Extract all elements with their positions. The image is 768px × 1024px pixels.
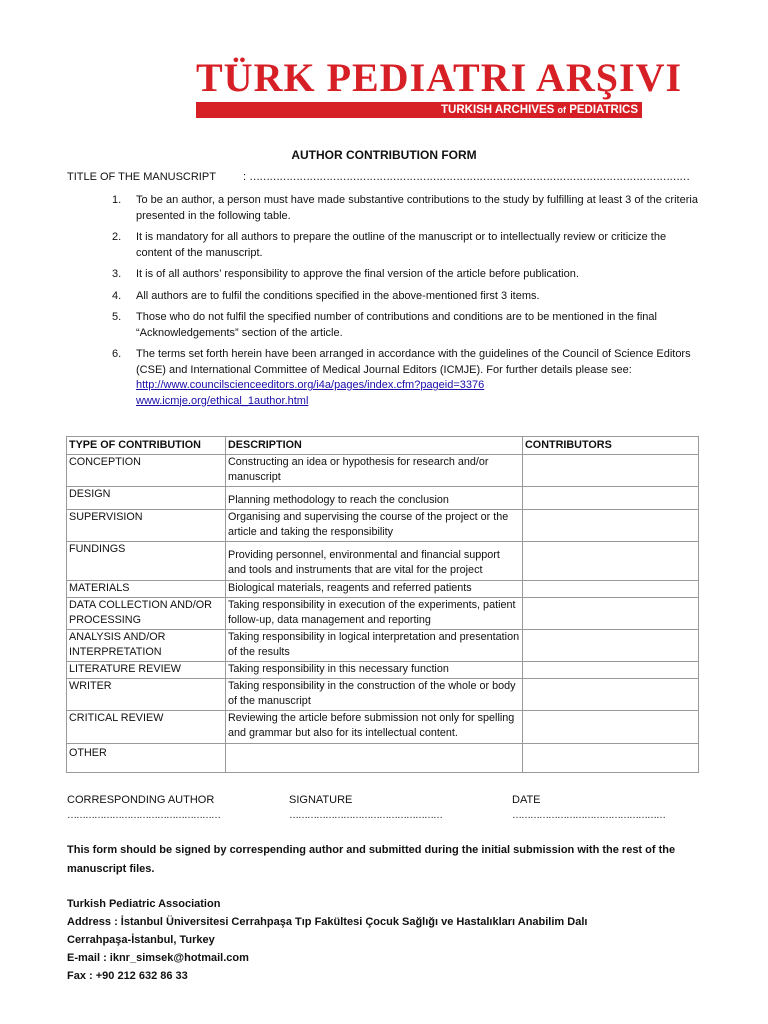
contribution-description: Taking responsibility in logical interpretation and presentation of the results	[226, 629, 523, 661]
date-field	[512, 794, 665, 821]
rule-item: 4. All authors are to fulfil the conditions specified in the above-mentioned first 3 items.	[112, 289, 540, 302]
signature-field	[289, 794, 442, 821]
contact-fax: Fax : +90 212 632 86 33	[67, 970, 188, 982]
contributors-cell[interactable]	[523, 743, 699, 772]
contribution-type: SUPERVISION	[67, 509, 226, 541]
table-row	[67, 629, 699, 661]
contribution-description: Organising and supervising the course of the project or the article and taking the responsibility	[226, 509, 523, 541]
table-row	[67, 454, 699, 486]
contribution-type: OTHER	[67, 743, 226, 772]
contributors-cell[interactable]	[523, 597, 699, 629]
organization-name: Turkish Pediatric Association	[67, 898, 221, 910]
journal-logo-subtitle: TURKISH ARCHIVES of PEDIATRICS	[441, 104, 638, 116]
contribution-description: Biological materials, reagents and referred patients	[226, 580, 523, 597]
contributors-cell[interactable]	[523, 486, 699, 509]
contribution-type: DATA COLLECTION AND/OR PROCESSING	[67, 597, 226, 629]
submission-note: This form should be signed by correspending author and submitted during the initial submission with the rest of the manuscript files.	[67, 844, 676, 875]
header-contributors: CONTRIBUTORS	[523, 437, 699, 455]
contributors-cell[interactable]	[523, 678, 699, 710]
manuscript-title-blank[interactable]: ……………………………………………………………………………………………………………………	[249, 171, 690, 183]
authorship-rules-list	[112, 193, 702, 415]
table-row	[67, 743, 699, 772]
contributors-cell[interactable]	[523, 454, 699, 486]
table-row	[67, 678, 699, 710]
rule-item: 5. Those who do not fulfil the specified number of contributions and conditions are to be mentioned in the final “Acknowledgements” section of the article.	[112, 311, 657, 339]
journal-logo-bar	[196, 102, 642, 118]
header-description: DESCRIPTION	[226, 437, 523, 455]
address-city: Cerrahpaşa-İstanbul, Turkey	[67, 934, 215, 946]
contribution-table	[66, 436, 699, 773]
contact-email[interactable]: E-mail : iknr_simsek@hotmail.com	[67, 952, 249, 964]
contribution-description: Planning methodology to reach the conclusion	[226, 486, 523, 509]
form-title: AUTHOR CONTRIBUTION FORM	[291, 148, 477, 162]
rule-item: 1. To be an author, a person must have made substantive contributions to the study by fulfilling at least 3 of the criteria presented in the following table.	[112, 194, 698, 222]
contribution-type: WRITER	[67, 678, 226, 710]
table-row	[67, 597, 699, 629]
corresponding-author-blank[interactable]: ……………………………………………	[67, 810, 220, 821]
manuscript-title-field[interactable]	[67, 171, 689, 183]
contribution-description: Taking responsibility in execution of the experiments, patient follow-up, data management and reporting	[226, 597, 523, 629]
icmje-guidelines-link[interactable]: www.icmje.org/ethical_1author.html	[136, 394, 309, 407]
contribution-type: DESIGN	[67, 486, 226, 509]
corresponding-author-field	[67, 794, 220, 821]
contribution-type: CONCEPTION	[67, 454, 226, 486]
signature-label: SIGNATURE	[289, 794, 353, 806]
contribution-description: Providing personnel, environmental and financial support and tools and instruments that are vital for the project	[226, 541, 523, 580]
contribution-type: MATERIALS	[67, 580, 226, 597]
rule-item: 3. It is of all authors’ responsibility to approve the final version of the article before publication.	[112, 268, 579, 280]
address-line: Address : İstanbul Üniversitesi Cerrahpaşa Tıp Fakültesi Çocuk Sağlığı ve Hastalıkları Anabilim Dalı	[67, 916, 588, 928]
table-header-row	[67, 437, 699, 455]
contributors-cell[interactable]	[523, 541, 699, 580]
table-row	[67, 710, 699, 743]
contributors-cell[interactable]	[523, 629, 699, 661]
manuscript-title-label: TITLE OF THE MANUSCRIPT	[67, 171, 216, 183]
table-row	[67, 541, 699, 580]
date-blank[interactable]: ……………………………………………	[512, 810, 665, 821]
table-row	[67, 580, 699, 597]
corresponding-author-label: CORRESPONDING AUTHOR	[67, 794, 215, 806]
journal-masthead	[196, 55, 683, 118]
contribution-description: Taking responsibility in this necessary function	[226, 661, 523, 678]
table-row	[67, 661, 699, 678]
contribution-type: CRITICAL REVIEW	[67, 710, 226, 743]
rule-item: 2. It is mandatory for all authors to prepare the outline of the manuscript or to intellectually review or criticize the content of the manuscript.	[112, 231, 667, 259]
contributors-cell[interactable]	[523, 580, 699, 597]
date-label: DATE	[512, 794, 541, 806]
contribution-description[interactable]	[226, 743, 523, 772]
cse-guidelines-link[interactable]: http://www.councilscienceeditors.org/i4a/pages/index.cfm?pageid=3376	[136, 379, 485, 391]
contribution-type: ANALYSIS AND/OR INTERPRETATION	[67, 629, 226, 661]
contributors-cell[interactable]	[523, 509, 699, 541]
contribution-type: FUNDINGS	[67, 541, 226, 580]
manuscript-title-separator: :	[243, 171, 247, 183]
contributors-cell[interactable]	[523, 661, 699, 678]
table-row	[67, 486, 699, 509]
contribution-description: Taking responsibility in the construction of the whole or body of the manuscript	[226, 678, 523, 710]
signature-blank[interactable]: ……………………………………………	[289, 810, 442, 821]
table-row	[67, 509, 699, 541]
rule-item: 6. The terms set forth herein have been arranged in accordance with the guidelines of the Council of Science Editors (CSE) and International Committee of Medical Journal Editors (ICMJE). For further details please see: http://www.councilscienceeditors.org/i4a/pages/index.cfm?pageid=3376 www.icmje.org/ethical_1author.html	[112, 348, 691, 407]
contact-address-block	[67, 895, 587, 985]
header-type: TYPE OF CONTRIBUTION	[67, 437, 226, 455]
contribution-description: Constructing an idea or hypothesis for research and/or manuscript	[226, 454, 523, 486]
contribution-type: LITERATURE REVIEW	[67, 661, 226, 678]
contributors-cell[interactable]	[523, 710, 699, 743]
contribution-description: Reviewing the article before submission not only for spelling and grammar but also for its intellectual content.	[226, 710, 523, 743]
journal-logo-title: TÜRK PEDIATRI ARŞIVI	[196, 55, 683, 100]
